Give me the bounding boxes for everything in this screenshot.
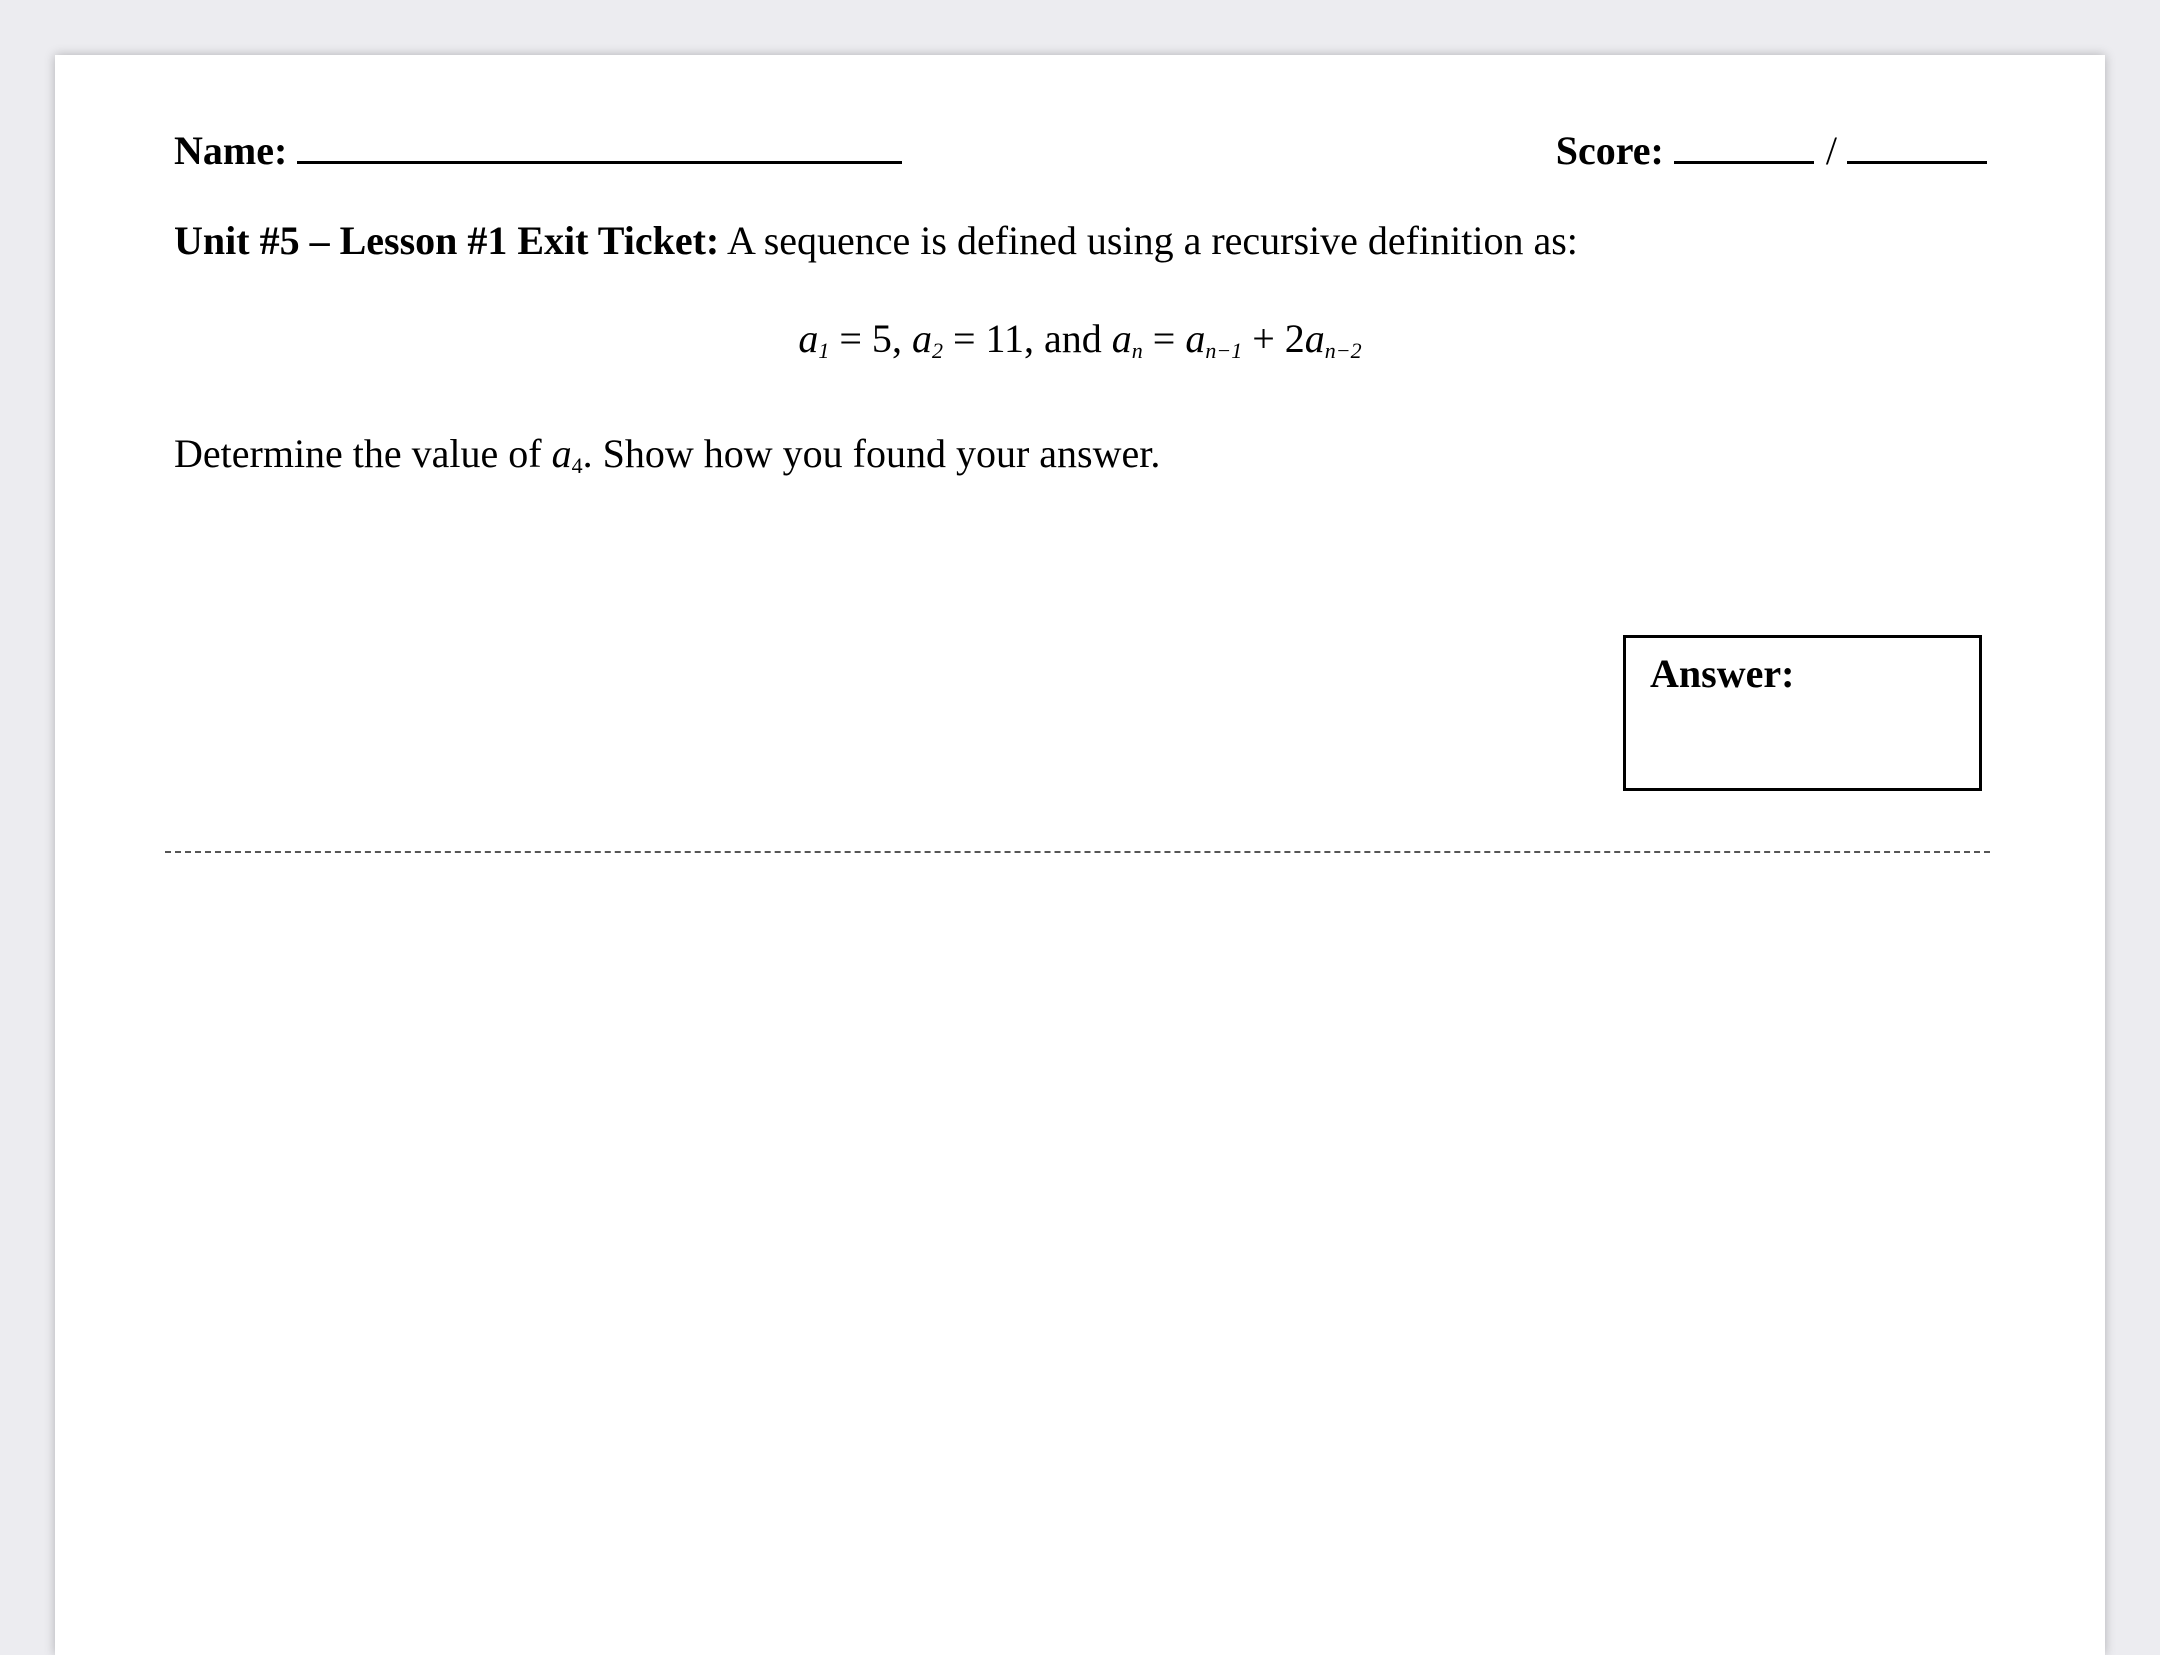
a4-term: $a_4$ [551,431,583,478]
a1-term: $a_1$ [798,316,830,363]
prompt-description: A sequence is defined using a recursive definition as: [719,218,1578,263]
score-label: Score: [1555,128,1664,173]
name-blank[interactable] [297,125,902,164]
an-minus-2-term: $a_{n-2}$ [1304,316,1362,363]
exit-ticket-title: Unit #5 – Lesson #1 Exit Ticket: [174,218,720,263]
dashed-cut-line [165,851,1990,853]
prompt-text [174,217,1578,264]
score-earned-blank[interactable] [1674,125,1814,164]
question-text [174,430,1160,479]
name-field [174,125,902,174]
recursive-formula [55,315,2105,364]
formula-plus-two: + 2 [1242,316,1305,361]
worksheet-page [55,55,2105,1655]
score-field [1556,125,1987,174]
an-term: $a_n$ [1111,316,1143,363]
name-label: Name: [174,128,288,173]
answer-label: Answer: [1650,651,1795,696]
formula-separator-2: , and [1024,316,1112,361]
question-after: . Show how you found your answer. [582,431,1161,476]
an-minus-1-term: $a_{n-1}$ [1185,316,1243,363]
a2-value: = 11 [942,316,1025,361]
answer-box[interactable] [1623,635,1982,791]
a1-value: = 5 [829,316,892,361]
question-before: Determine the value of [174,431,552,476]
a2-term: $a_2$ [911,316,943,363]
score-total-blank[interactable] [1847,125,1987,164]
formula-equals: = [1142,316,1186,361]
score-separator: / [1825,128,1837,173]
formula-separator-1: , [891,316,912,361]
